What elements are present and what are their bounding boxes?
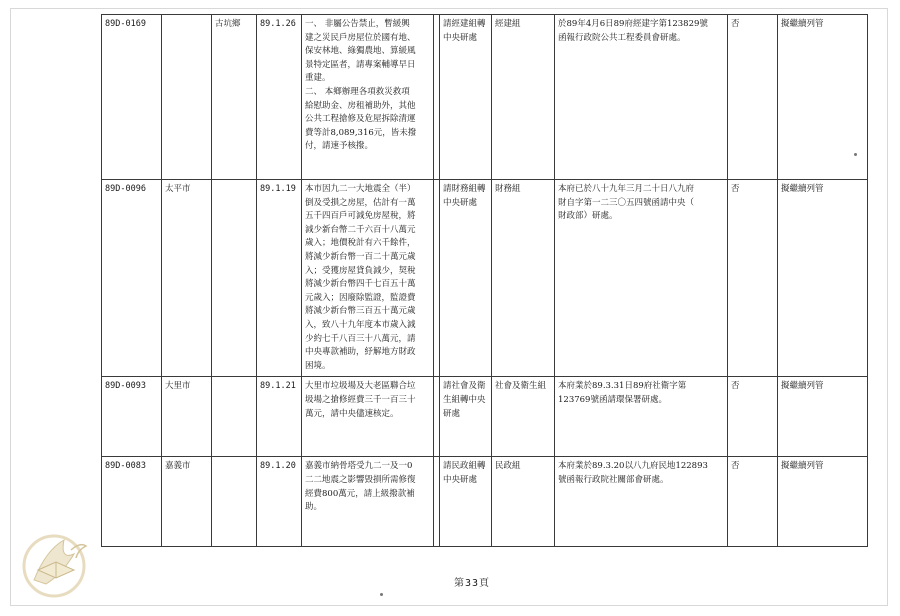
content-cell-line: 少約七千八百三十八萬元，請	[305, 333, 416, 344]
content-cell-line: 元歲入；因廢除監證，監證費	[305, 292, 416, 303]
handling-cell-line: 請財務組轉	[443, 184, 486, 194]
content-cell-line: 付，請速予核撥。	[305, 141, 374, 152]
content-cell-line: 費等計8,089,316元，皆未撥	[305, 127, 417, 138]
handling-cell	[440, 377, 492, 457]
result-cell	[555, 15, 728, 180]
content-cell-line: 二二地震之影響毀損所需修復	[305, 474, 416, 485]
page-number: 第33頁	[454, 578, 491, 589]
group-cell: 經建組	[492, 15, 555, 180]
content-cell-line: 萬元，請中央儘速核定。	[305, 408, 399, 419]
status-cell: 擬繼續列管	[778, 15, 868, 180]
content-cell-line: 減少新台幣二千六百十八萬元	[305, 224, 416, 235]
case-id: 89D-0093	[102, 377, 162, 457]
handling-cell-line: 請社會及衛	[443, 381, 486, 392]
area-cell	[162, 15, 212, 180]
content-cell-line: 建之災民戶房屋位於國有地、	[305, 32, 416, 43]
group-cell: 社會及衛生組	[492, 377, 555, 457]
content-cell-line: 公共工程搶修及危屋拆除清運	[305, 114, 416, 125]
flag-cell: 否	[728, 15, 778, 180]
content-cell-line: 本市因九二一大地震全（半）	[305, 184, 416, 194]
handling-cell-line: 請民政組轉	[443, 461, 486, 472]
area-cell: 大里市	[162, 377, 212, 457]
case-id: 89D-0096	[102, 180, 162, 377]
result-cell-line: 財政部）研處。	[558, 211, 618, 222]
flag-cell: 否	[728, 180, 778, 377]
table-row	[102, 457, 868, 547]
village-cell: 古坑鄉	[212, 15, 257, 180]
date-cell: 89.1.19	[257, 180, 302, 377]
table-row	[102, 15, 868, 180]
result-cell-line: 本府業於89.3.20以八九府民地122893	[558, 461, 708, 472]
status-cell: 擬繼續列管	[778, 180, 868, 377]
content-cell-line: 倒及受損之房屋，估計有一萬	[305, 197, 416, 208]
result-cell-line: 號函報行政院社關部會研處。	[558, 474, 669, 485]
area-cell: 嘉義市	[162, 457, 212, 547]
handling-cell-line: 中央研處	[443, 32, 478, 43]
handling-cell-line: 請經建組轉	[443, 19, 486, 29]
content-cell-line: 歲入；地價稅計有六千餘件，	[305, 238, 416, 249]
content-cell-line: 一、 非屬公告禁止，暫緩興	[305, 19, 410, 29]
result-cell-line: 於89年4月6日89府經建字第123829號	[558, 19, 708, 29]
content-cell-line: 將減少新台幣四千七百五十萬	[305, 279, 416, 290]
date-cell: 89.1.26	[257, 15, 302, 180]
result-cell-line: 財自字第一二三〇五四號函請中央（	[558, 197, 695, 208]
content-cell	[302, 457, 434, 547]
handling-cell-line: 中央研處	[443, 474, 478, 485]
content-cell-line: 圾場之搶修經費三千一百三十	[305, 394, 416, 405]
content-cell-line: 入，致八十九年度本市歲入減	[305, 319, 416, 330]
flag-cell: 否	[728, 457, 778, 547]
result-cell	[555, 180, 728, 377]
content-cell-line: 嘉義市納骨塔受九二一及一0	[305, 461, 413, 472]
content-cell-line: 保安林地、綠獨農地、算緩風	[305, 46, 416, 57]
village-cell	[212, 457, 257, 547]
content-cell-line: 將減少新台幣一百二十萬元歲	[305, 251, 416, 262]
handling-cell	[440, 180, 492, 377]
content-cell-line: 中央專款補助，紓解地方財政	[305, 347, 416, 358]
content-cell-line: 將減少新台幣三百五十萬元歲	[305, 306, 416, 317]
scan-speck	[854, 153, 857, 156]
handling-cell	[440, 15, 492, 180]
flag-cell: 否	[728, 377, 778, 457]
result-cell	[555, 377, 728, 457]
handling-cell	[440, 457, 492, 547]
content-cell-line: 五千四百戶可減免房屋稅，將	[305, 211, 416, 222]
result-cell-line: 函報行政院公共工程委員會研處。	[558, 32, 686, 43]
handling-cell-line: 生組轉中央	[443, 394, 486, 405]
content-cell-line: 給慰助金、房租補助外，其他	[305, 100, 416, 111]
content-cell-line: 困境。	[305, 360, 331, 371]
case-id: 89D-0083	[102, 457, 162, 547]
content-cell	[302, 180, 434, 377]
date-cell: 89.1.20	[257, 457, 302, 547]
scan-speck	[380, 593, 383, 596]
content-cell	[302, 15, 434, 180]
handling-cell-line: 中央研處	[443, 197, 478, 208]
village-cell	[212, 377, 257, 457]
content-cell-line: 助。	[305, 502, 323, 513]
content-cell-line: 經費800萬元，請上級撥款補	[305, 488, 415, 499]
group-cell: 民政組	[492, 457, 555, 547]
content-cell-line: 二、 本鄉辦理各項救災救項	[305, 86, 410, 97]
content-cell-line: 大里市垃圾場及大老區聯合垃	[305, 381, 416, 392]
area-cell: 太平市	[162, 180, 212, 377]
content-cell-line: 入；受獲房屋貸負減少，契稅	[305, 265, 416, 276]
case-table	[101, 14, 868, 547]
table-row	[102, 377, 868, 457]
table-row	[102, 180, 868, 377]
result-cell	[555, 457, 728, 547]
handling-cell-line: 研處	[443, 408, 461, 419]
status-cell: 擬繼續列管	[778, 457, 868, 547]
result-cell-line: 本府業於89.3.31日89府社衛字第	[558, 381, 687, 392]
group-cell: 財務組	[492, 180, 555, 377]
status-cell: 擬繼續列管	[778, 377, 868, 457]
content-cell-line: 景特定區者，請專案輔導早日	[305, 59, 416, 70]
case-id: 89D-0169	[102, 15, 162, 180]
result-cell-line: 本府已於八十九年三月二十日八九府	[558, 184, 695, 194]
date-cell: 89.1.21	[257, 377, 302, 457]
content-cell	[302, 377, 434, 457]
content-cell-line: 重建。	[305, 73, 331, 84]
archive-logo	[16, 520, 102, 600]
result-cell-line: 123769號函請環保署研處。	[558, 394, 667, 405]
village-cell	[212, 180, 257, 377]
